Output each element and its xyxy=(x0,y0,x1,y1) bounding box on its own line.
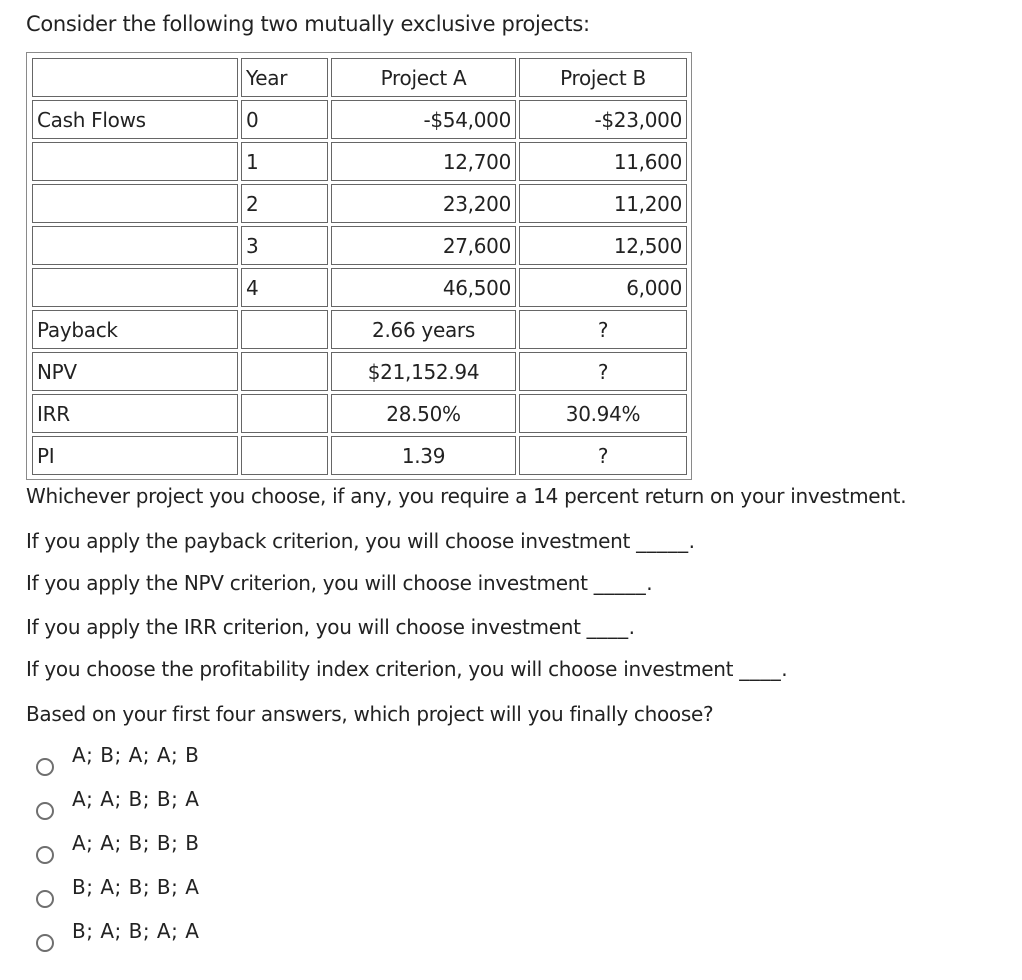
year-cell: 0 xyxy=(241,100,328,139)
table-row xyxy=(32,184,687,223)
project-a-npv: $21,152.94 xyxy=(331,352,516,391)
project-a-cell: 27,600 xyxy=(331,226,516,265)
option-label: A; B; A; A; B xyxy=(72,743,200,767)
row-label xyxy=(32,268,238,307)
project-b-cell: 11,200 xyxy=(519,184,687,223)
metric-label-irr: IRR xyxy=(32,394,238,433)
project-a-payback: 2.66 years xyxy=(331,310,516,349)
table-row xyxy=(32,394,687,433)
project-b-cell: 6,000 xyxy=(519,268,687,307)
paragraph-text: Based on your first four answers, which project will you finally choose? xyxy=(26,702,714,726)
year-cell-empty xyxy=(241,310,328,349)
year-cell: 2 xyxy=(241,184,328,223)
required-return-text xyxy=(26,484,906,508)
radio-button-icon[interactable] xyxy=(36,890,54,908)
answer-option-4[interactable] xyxy=(36,874,199,904)
year-cell: 1 xyxy=(241,142,328,181)
answer-option-2[interactable] xyxy=(36,786,199,816)
project-b-npv: ? xyxy=(519,352,687,391)
project-b-cell: -$23,000 xyxy=(519,100,687,139)
final-question xyxy=(26,702,713,726)
table-row xyxy=(32,268,687,307)
metric-label-payback: Payback xyxy=(32,310,238,349)
header-label-cell xyxy=(32,58,238,97)
cash-flow-table xyxy=(29,55,690,478)
project-a-cell: 23,200 xyxy=(331,184,516,223)
year-cell-empty xyxy=(241,436,328,475)
question-intro: Consider the following two mutually exclusive projects: xyxy=(26,12,590,36)
header-project-b: Project B xyxy=(519,58,687,97)
payback-question xyxy=(26,529,695,553)
answer-option-1[interactable] xyxy=(36,742,199,772)
year-cell-empty xyxy=(241,394,328,433)
table-header-row xyxy=(32,58,687,97)
year-cell: 4 xyxy=(241,268,328,307)
answer-option-5[interactable] xyxy=(36,918,199,948)
answer-blank: _____. xyxy=(593,571,654,595)
answer-option-3[interactable] xyxy=(36,830,199,860)
npv-question xyxy=(26,571,653,595)
metric-label-npv: NPV xyxy=(32,352,238,391)
row-label xyxy=(32,142,238,181)
option-label: A; A; B; B; B xyxy=(72,831,200,855)
table-row xyxy=(32,226,687,265)
header-year: Year xyxy=(241,58,328,97)
table-row xyxy=(32,436,687,475)
paragraph-text: If you choose the profitability index criterion, you will choose investment xyxy=(26,657,740,681)
row-label xyxy=(32,226,238,265)
radio-button-icon[interactable] xyxy=(36,934,54,952)
radio-button-icon[interactable] xyxy=(36,802,54,820)
answer-blank: ____. xyxy=(586,615,636,639)
header-project-a: Project A xyxy=(331,58,516,97)
option-label: B; A; B; B; A xyxy=(72,875,200,899)
paragraph-text: If you apply the NPV criterion, you will choose investment xyxy=(26,571,594,595)
project-a-irr: 28.50% xyxy=(331,394,516,433)
paragraph-text: If you apply the payback criterion, you will choose investment xyxy=(26,529,637,553)
project-a-cell: -$54,000 xyxy=(331,100,516,139)
row-label xyxy=(32,184,238,223)
project-b-pi: ? xyxy=(519,436,687,475)
pi-question xyxy=(26,657,788,681)
table-row xyxy=(32,310,687,349)
project-a-cell: 46,500 xyxy=(331,268,516,307)
project-a-cell: 12,700 xyxy=(331,142,516,181)
paragraph-text: Whichever project you choose, if any, you require a 14 percent return on your investment. xyxy=(26,484,907,508)
cash-flow-table-frame xyxy=(26,52,692,480)
metric-label-pi: PI xyxy=(32,436,238,475)
year-cell-empty xyxy=(241,352,328,391)
answer-blank: _____. xyxy=(636,529,696,553)
paragraph-text: If you apply the IRR criterion, you will choose investment xyxy=(26,615,587,639)
project-b-cell: 12,500 xyxy=(519,226,687,265)
table-row xyxy=(32,100,687,139)
table-row xyxy=(32,142,687,181)
option-label: A; A; B; B; A xyxy=(72,787,200,811)
table-row xyxy=(32,352,687,391)
option-label: B; A; B; A; A xyxy=(72,919,200,943)
row-label: Cash Flows xyxy=(32,100,238,139)
project-b-cell: 11,600 xyxy=(519,142,687,181)
project-a-pi: 1.39 xyxy=(331,436,516,475)
year-cell: 3 xyxy=(241,226,328,265)
project-b-payback: ? xyxy=(519,310,687,349)
project-b-irr: 30.94% xyxy=(519,394,687,433)
radio-button-icon[interactable] xyxy=(36,846,54,864)
radio-button-icon[interactable] xyxy=(36,758,54,776)
irr-question xyxy=(26,615,636,639)
answer-blank: ____. xyxy=(739,657,789,681)
